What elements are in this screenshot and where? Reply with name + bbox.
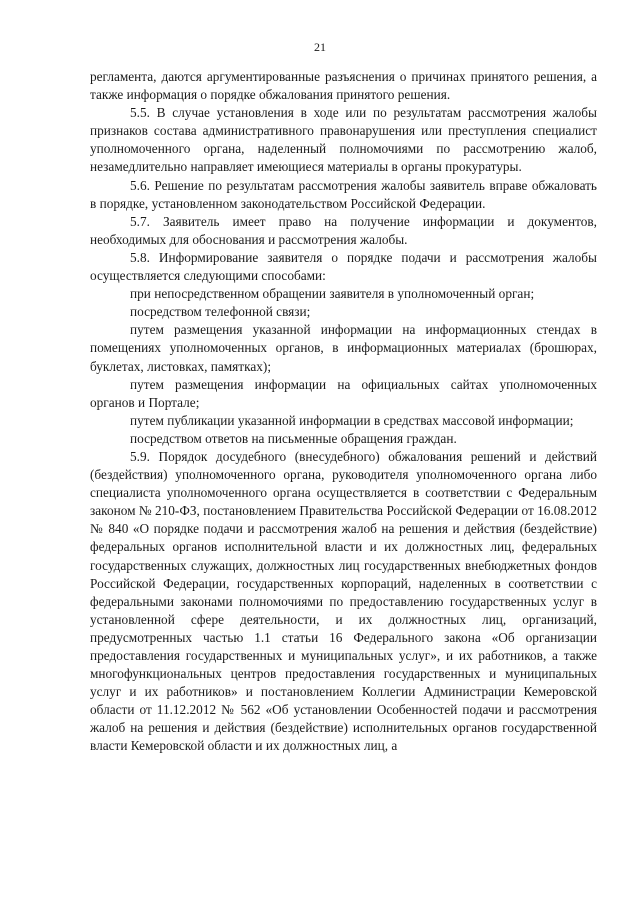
paragraph: посредством телефонной связи; (130, 304, 311, 320)
paragraph: посредством ответов на письменные обращения граждан. (130, 430, 457, 446)
paragraph: путем размещения указанной информации на информационных стендах в помещениях уполномоченных органов, в информационных материалах (брошюрах, буклетах, листовках, памятках); (90, 322, 597, 374)
paragraph: 5.9. Порядок досудебного (внесудебного) обжалования решений и действий (бездействия) уполномоченного органа, руководителя уполномоченного органа либо специалиста уполномоченного органа осуществляется в соответствии с Федеральным законом № 210-ФЗ, постановлением Правительства Российской Федерации от 16.08.2012 № 840 «О порядке подачи и рассмотрения жалоб на решения и действия (бездействие) федеральных органов исполнительной власти и их должностных лиц, федеральных государственных служащих, должностных лиц государственных внебюджетных фондов Российской Федерации, государственных корпораций, наделенных в соответствии с федеральными законами полномочиями по предоставлению государственных услуг в установленной сфере деятельности, и их должностных лиц, организаций, предусмотренных частью 1.1 статьи 16 Федерального закона «Об организации предоставления государственных и муниципальных услуг», и их работников, а также многофункциональных центров предоставления государственных и муниципальных услуг и их работников» и постановлением Коллегии Администрации Кемеровской области от 11.12.2012 № 562 «Об установлении Особенностей подачи и рассмотрения жалоб на решения и действия (бездействие) исполнительных органов государственной власти Кемеровской области и их должностных лиц, а (90, 448, 597, 754)
paragraph: при непосредственном обращении заявителя в уполномоченный орган; (130, 286, 535, 302)
document-body (90, 68, 597, 756)
paragraph: 5.6. Решение по результатам рассмотрения жалобы заявитель вправе обжаловать в порядке, установленном законодательством Российской Федерации. (90, 177, 597, 211)
paragraph: 5.5. В случае установления в ходе или по результатам рассмотрения жалобы признаков состава административного правонарушения или преступления специалист уполномоченного органа, наделенный полномочиями по рассмотрению жалоб, незамедлительно направляет имеющиеся материалы в органы прокуратуры. (90, 105, 597, 175)
paragraph: регламента, даются аргументированные разъяснения о причинах принятого решения, а также информация о порядке обжалования принятого решения. (90, 69, 597, 103)
page-number: 21 (314, 40, 326, 54)
paragraph: путем публикации указанной информации в средствах массовой информации; (130, 412, 574, 428)
paragraph: 5.7. Заявитель имеет право на получение информации и документов, необходимых для обоснования и рассмотрения жалобы. (90, 213, 597, 247)
paragraph: путем размещения информации на официальных сайтах уполномоченных органов и Портале; (90, 376, 597, 410)
paragraph: 5.8. Информирование заявителя о порядке подачи и рассмотрения жалобы осуществляется следующими способами: (90, 249, 597, 284)
